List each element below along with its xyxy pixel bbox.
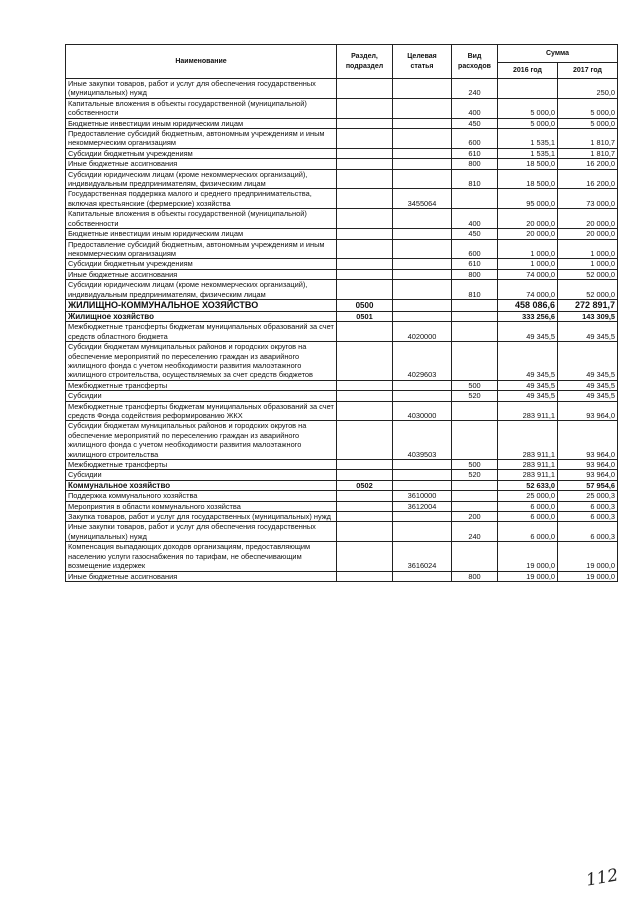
row-name: Субсидии бюджетным учреждениям [66,148,337,158]
row-value-2016: 20 000,0 [498,209,558,229]
row-type: 810 [452,169,498,189]
row-value-2017: 19 000,0 [558,542,618,571]
table-row [66,209,618,229]
row-target [393,470,452,480]
row-type: 800 [452,571,498,581]
row-type: 800 [452,159,498,169]
row-value-2016: 1 000,0 [498,259,558,269]
row-value-2016: 95 000,0 [498,189,558,209]
table-row [66,522,618,542]
row-section [337,259,393,269]
row-target [393,380,452,390]
row-value-2017: 20 000,0 [558,229,618,239]
row-value-2016: 6 000,0 [498,522,558,542]
row-target: 4020000 [393,322,452,342]
row-value-2016: 1 535,1 [498,148,558,158]
row-value-2017: 49 345,5 [558,391,618,401]
row-type: 240 [452,522,498,542]
table-row [66,542,618,571]
row-type: 520 [452,470,498,480]
row-name: Иные бюджетные ассигнования [66,159,337,169]
header-type: Вид расходов [452,45,498,79]
row-type: 500 [452,460,498,470]
row-target: 4029603 [393,342,452,381]
row-name: Межбюджетные трансферты бюджетам муниципальных образований за счет средств областного бюджета [66,322,337,342]
row-section [337,239,393,259]
table-row [66,189,618,209]
row-section [337,501,393,511]
row-value-2016: 283 911,1 [498,401,558,421]
row-section [337,280,393,300]
row-section [337,542,393,571]
row-value-2017: 73 000,0 [558,189,618,209]
row-section [337,512,393,522]
header-2016: 2016 год [498,63,558,79]
table-body [66,79,618,582]
row-value-2017: 143 309,5 [558,311,618,321]
row-type [452,401,498,421]
row-type: 610 [452,259,498,269]
row-target: 3610000 [393,491,452,501]
row-section: 0501 [337,311,393,321]
row-value-2016: 5 000,0 [498,118,558,128]
row-type [452,189,498,209]
table-row [66,118,618,128]
row-section [337,79,393,99]
row-value-2016: 283 911,1 [498,460,558,470]
row-value-2016: 74 000,0 [498,280,558,300]
row-type: 600 [452,239,498,259]
row-value-2016: 20 000,0 [498,229,558,239]
row-target: 3455064 [393,189,452,209]
row-target [393,129,452,149]
row-value-2016: 18 500,0 [498,169,558,189]
row-type [452,542,498,571]
row-name: Мероприятия в области коммунального хозяйства [66,501,337,511]
table-row [66,391,618,401]
row-name: Субсидии бюджетам муниципальных районов и городских округов на обеспечение мероприятий по переселению граждан из аварийного жилищного фонда с учетом необходимости развития малоэтажного жилищного строительства, осуществляемых за счет средств бюджетов [66,342,337,381]
table-row [66,98,618,118]
row-target [393,169,452,189]
row-type [452,299,498,311]
row-value-2017: 93 964,0 [558,401,618,421]
row-name: Межбюджетные трансферты [66,380,337,390]
row-name: ЖИЛИЩНО-КОММУНАЛЬНОЕ ХОЗЯЙСТВО [66,299,337,311]
row-target [393,269,452,279]
row-name: Межбюджетные трансферты бюджетам муниципальных образований за счет средств Фонда содействия реформированию ЖКХ [66,401,337,421]
row-section [337,159,393,169]
row-type: 240 [452,79,498,99]
row-section [337,269,393,279]
row-target [393,79,452,99]
row-target [393,148,452,158]
row-section [337,522,393,542]
row-name: Капитальные вложения в объекты государственной (муниципальной) собственности [66,209,337,229]
table-row [66,342,618,381]
row-name: Государственная поддержка малого и среднего предпринимательства, включая крестьянские (фермерские) хозяйства [66,189,337,209]
row-value-2017: 1 000,0 [558,239,618,259]
row-value-2017: 272 891,7 [558,299,618,311]
row-name: Субсидии юридическим лицам (кроме некоммерческих организаций), индивидуальным предпринимателям, физическим лицам [66,280,337,300]
row-type: 450 [452,118,498,128]
row-target [393,98,452,118]
row-value-2017: 5 000,0 [558,98,618,118]
row-target: 3612004 [393,501,452,511]
table-row [66,259,618,269]
table-row [66,501,618,511]
table-row [66,280,618,300]
row-value-2016: 49 345,5 [498,380,558,390]
row-value-2017: 1 810,7 [558,129,618,149]
row-section: 0502 [337,480,393,490]
row-value-2016: 458 086,6 [498,299,558,311]
table-row [66,311,618,321]
table-row [66,159,618,169]
row-name: Закупка товаров, работ и услуг для государственных (муниципальных) нужд [66,512,337,522]
row-value-2016: 52 633,0 [498,480,558,490]
table-row [66,512,618,522]
row-value-2017: 16 200,0 [558,159,618,169]
row-name: Поддержка коммунального хозяйства [66,491,337,501]
header-sum: Сумма [498,45,618,63]
row-value-2017: 57 954,6 [558,480,618,490]
table-row [66,470,618,480]
row-name: Иные закупки товаров, работ и услуг для обеспечения государственных (муниципальных) нужд [66,522,337,542]
row-name: Жилищное хозяйство [66,311,337,321]
row-type: 400 [452,209,498,229]
table-row [66,269,618,279]
table-row [66,480,618,490]
row-value-2016: 6 000,0 [498,512,558,522]
row-target: 4039503 [393,421,452,460]
row-type: 500 [452,380,498,390]
row-section [337,98,393,118]
row-name: Субсидии [66,470,337,480]
row-type: 520 [452,391,498,401]
row-value-2016: 49 345,5 [498,391,558,401]
row-value-2016: 283 911,1 [498,421,558,460]
row-type [452,501,498,511]
row-value-2016: 74 000,0 [498,269,558,279]
row-name: Компенсация выпадающих доходов организациям, предоставляющим населению услуги газоснабжения по тарифам, не обеспечивающим возмещение издержек [66,542,337,571]
row-name: Субсидии юридическим лицам (кроме некоммерческих организаций), индивидуальным предпринимателям, физическим лицам [66,169,337,189]
row-name: Межбюджетные трансферты [66,460,337,470]
row-target [393,480,452,490]
row-section [337,391,393,401]
row-section [337,189,393,209]
row-value-2017: 20 000,0 [558,209,618,229]
table-row [66,299,618,311]
row-type: 810 [452,280,498,300]
row-type: 600 [452,129,498,149]
row-name: Субсидии бюджетам муниципальных районов и городских округов на обеспечение мероприятий по переселению граждан из аварийного жилищного фонда с учетом необходимости развития малоэтажного жилищного строительства [66,421,337,460]
row-section [337,380,393,390]
row-section [337,229,393,239]
row-target [393,571,452,581]
row-name: Субсидии [66,391,337,401]
row-value-2016: 25 000,0 [498,491,558,501]
row-section [337,209,393,229]
row-value-2017: 52 000,0 [558,280,618,300]
row-section [337,118,393,128]
row-value-2016: 49 345,5 [498,322,558,342]
header-section: Раздел, подраздел [337,45,393,79]
row-value-2017: 6 000,3 [558,522,618,542]
row-name: Иные бюджетные ассигнования [66,269,337,279]
row-value-2016: 19 000,0 [498,542,558,571]
row-value-2016: 1 000,0 [498,239,558,259]
row-target [393,239,452,259]
table-row [66,148,618,158]
row-value-2017: 1 810,7 [558,148,618,158]
row-section: 0500 [337,299,393,311]
row-section [337,491,393,501]
row-name: Капитальные вложения в объекты государственной (муниципальной) собственности [66,98,337,118]
row-value-2017: 16 200,0 [558,169,618,189]
row-value-2016: 6 000,0 [498,501,558,511]
row-section [337,129,393,149]
row-value-2017: 1 000,0 [558,259,618,269]
row-value-2017: 49 345,5 [558,342,618,381]
row-section [337,401,393,421]
row-name: Иные закупки товаров, работ и услуг для обеспечения государственных (муниципальных) нужд [66,79,337,99]
row-target [393,299,452,311]
row-target [393,522,452,542]
row-value-2017: 93 964,0 [558,470,618,480]
row-section [337,421,393,460]
row-value-2017: 6 000,3 [558,501,618,511]
table-row [66,169,618,189]
row-value-2016: 333 256,6 [498,311,558,321]
row-target [393,118,452,128]
row-name: Субсидии бюджетным учреждениям [66,259,337,269]
budget-table [65,44,618,582]
table-row [66,229,618,239]
row-value-2016: 18 500,0 [498,159,558,169]
row-value-2017: 52 000,0 [558,269,618,279]
table-row [66,491,618,501]
row-type [452,421,498,460]
row-type [452,491,498,501]
row-type [452,322,498,342]
row-type [452,342,498,381]
row-target [393,229,452,239]
row-value-2016: 19 000,0 [498,571,558,581]
row-section [337,169,393,189]
row-target: 4030000 [393,401,452,421]
header-2017: 2017 год [558,63,618,79]
row-target [393,391,452,401]
table-row [66,460,618,470]
row-name: Предоставление субсидий бюджетным, автономным учреждениям и иным некоммерческим организациям [66,129,337,149]
row-name: Бюджетные инвестиции иным юридическим лицам [66,229,337,239]
page-number: 112 [584,865,620,891]
row-name: Предоставление субсидий бюджетным, автономным учреждениям и иным некоммерческим организациям [66,239,337,259]
table-row [66,322,618,342]
row-name: Бюджетные инвестиции иным юридическим лицам [66,118,337,128]
row-target [393,311,452,321]
row-type: 400 [452,98,498,118]
table-row [66,571,618,581]
row-value-2016: 5 000,0 [498,98,558,118]
row-section [337,148,393,158]
table-row [66,401,618,421]
row-value-2017: 49 345,5 [558,322,618,342]
table-row [66,421,618,460]
row-value-2017: 49 345,5 [558,380,618,390]
row-type: 800 [452,269,498,279]
row-value-2017: 25 000,3 [558,491,618,501]
row-target: 3616024 [393,542,452,571]
row-type: 450 [452,229,498,239]
row-value-2017: 93 964,0 [558,460,618,470]
row-section [337,322,393,342]
row-value-2017: 19 000,0 [558,571,618,581]
row-type: 200 [452,512,498,522]
row-target [393,259,452,269]
row-target [393,159,452,169]
row-value-2017: 6 000,3 [558,512,618,522]
row-section [337,342,393,381]
row-section [337,460,393,470]
row-type [452,480,498,490]
row-value-2016: 283 911,1 [498,470,558,480]
table-row [66,239,618,259]
table-row [66,129,618,149]
header-name: Наименование [66,45,337,79]
row-target [393,209,452,229]
row-value-2017: 93 964,0 [558,421,618,460]
row-value-2017: 5 000,0 [558,118,618,128]
row-value-2016: 1 535,1 [498,129,558,149]
header-target: Целевая статья [393,45,452,79]
row-section [337,470,393,480]
row-type [452,311,498,321]
row-target [393,512,452,522]
row-value-2017: 250,0 [558,79,618,99]
row-target [393,280,452,300]
row-name: Коммунальное хозяйство [66,480,337,490]
table-row [66,380,618,390]
row-section [337,571,393,581]
row-type: 610 [452,148,498,158]
table-row [66,79,618,99]
row-value-2016: 49 345,5 [498,342,558,381]
row-target [393,460,452,470]
row-value-2016 [498,79,558,99]
row-name: Иные бюджетные ассигнования [66,571,337,581]
